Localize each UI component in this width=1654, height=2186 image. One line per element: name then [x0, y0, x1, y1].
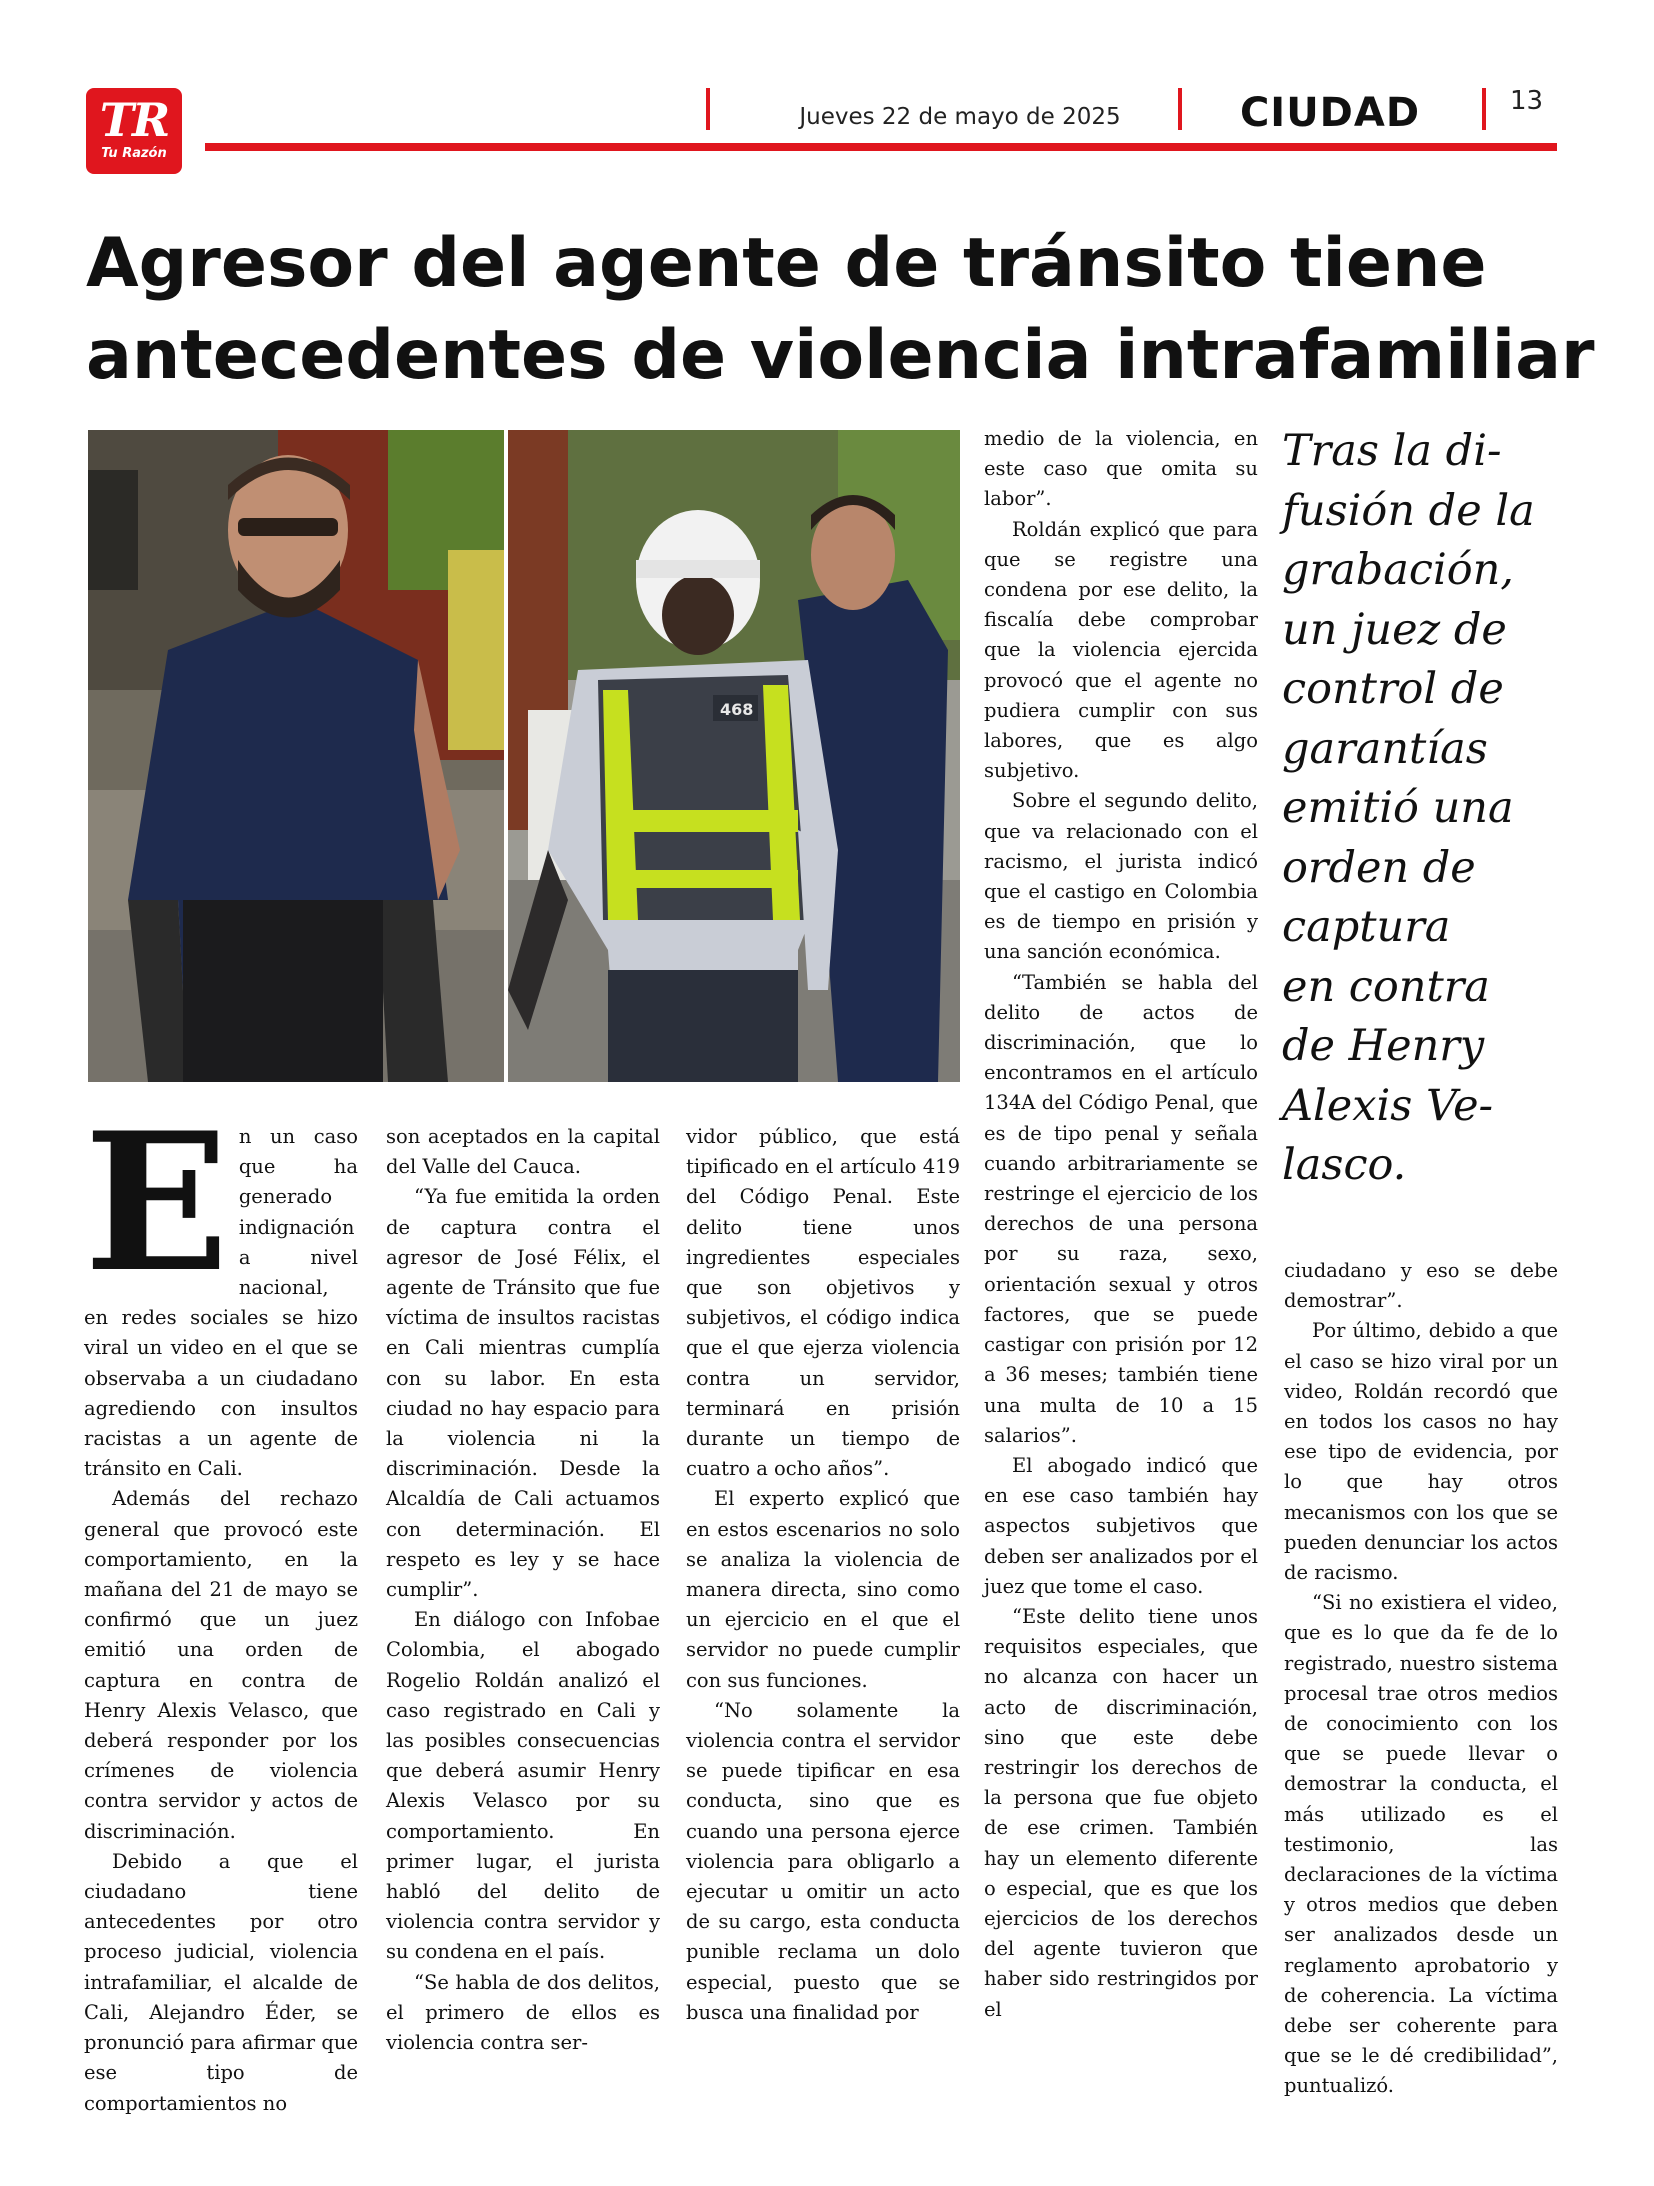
article-headline [86, 218, 1595, 402]
article-column-4 [984, 424, 1258, 2025]
article-paragraph: vidor público, que está tipificado en el artículo 419 del Código Penal. Este delito tiene unos ingredientes especiales que son objetivos y subjetivos, el código indica que el que ejerza violencia contra un servidor, terminará en prisión durante un tiempo de cuatro a ocho años”. [686, 1125, 960, 1481]
pull-quote [1282, 422, 1582, 1196]
article-column-3 [686, 1122, 960, 2028]
headline-line-1: Agresor del agente de tránsito tiene [86, 224, 1487, 303]
headline-line-2: antecedentes de violencia intrafamiliar [86, 316, 1595, 395]
article-paragraph: “Este delito tiene unos requisitos especiales, que no alcanza con hacer un acto de discriminación, sino que este debe restringir los derechos de la persona que fue objeto de ese crimen. También hay un elemento diferente o especial, que es que los ejercicios de los derechos del agente tuvieron que haber sido restringidos por el [984, 1604, 1258, 2021]
pull-quote-line: grabación, [1282, 545, 1514, 595]
pull-quote-line: orden de [1282, 842, 1476, 893]
header-divider [1178, 88, 1182, 130]
pull-quote-line: emitió una [1282, 783, 1514, 833]
page-number: 13 [1510, 86, 1544, 116]
pull-quote-line: lasco. [1282, 1140, 1407, 1190]
article-paragraph: medio de la violencia, en este caso que omita su labor”. [984, 427, 1258, 511]
lead-text: n un caso que ha generado indignación a nivel nacional, en redes sociales se hizo viral un video en el que se observaba a un ciudadano agrediendo con insultos racistas a un agente de tránsito en Cali. [84, 1125, 358, 1481]
article-paragraph: ciudadano y eso se debe demostrar”. [1284, 1259, 1558, 1313]
pull-quote-line: de Henry [1282, 1021, 1485, 1071]
article-paragraph: “Ya fue emitida la orden de captura contra el agresor de José Félix, el agente de Tránsito que fue víctima de insultos racistas en Cali mientras cumplía con su labor. En esta ciudad no hay espacio para la violencia ni la discriminación. Desde la Alcaldía de Cali actuamos con determinación. El respeto es ley y se hace cumplir”. [386, 1185, 660, 1602]
article-paragraph: “También se habla del delito de actos de discriminación, que lo encontramos en el artículo 134A del Código Penal, que es de tipo penal y señala cuando arbitrariamente se restringe el ejercicio de los derechos de una persona por su raza, sexo, orientación sexual y otros factores, que se puede castigar con prisión por 12 a 36 meses; también tiene una multa de 10 a 15 salarios”. [984, 970, 1258, 1447]
article-paragraph [84, 1091, 358, 1484]
article-paragraph: Por último, debido a que el caso se hizo viral por un video, Roldán recordó que en todos los casos no hay ese tipo de evidencia, por lo que hay otros mecanismos con los que se pueden denunciar los actos de racismo. [1284, 1319, 1558, 1585]
pull-quote-line: Tras la di- [1282, 426, 1502, 476]
svg-text:468: 468 [720, 700, 754, 719]
header-rule [205, 143, 1557, 151]
logo-mark: TR [99, 93, 169, 147]
man-in-navy-polo-photo [88, 430, 504, 1082]
article-paragraph: “Si no existiera el video, que es lo que da fe de lo registrado, nuestro sistema procesal trae otros medios de conocimiento con los que se puede llevar o demostrar la conducta, el más utilizado es el testimonio, las declaraciones de la víctima y otros medios que deben ser analizados desde un reglamento aprobatorio y de coherencia. La víctima debe ser coherente para que se le dé credibilidad”, puntualizó. [1284, 1591, 1558, 2098]
pull-quote-line: fusión de la [1282, 485, 1535, 536]
article-column-2 [386, 1122, 660, 2058]
article-paragraph: El abogado indicó que en ese caso también hay aspectos subjetivos que deben ser analizados por el juez que tome el caso. [984, 1453, 1258, 1598]
traffic-agent-photo [508, 430, 960, 1082]
article-paragraph: son aceptados en la capital del Valle del Cauca. [386, 1125, 660, 1179]
header-divider [706, 88, 710, 130]
pull-quote-line: control de [1282, 664, 1504, 714]
article-paragraph: Roldán explicó que para que se registre una condena por ese delito, la fiscalía debe comprobar que la violencia ejercida provocó que el agente no pudiera cumplir con sus labores, que es algo subjetivo. [984, 517, 1258, 783]
article-paragraph: Sobre el segundo delito, que va relacionado con el racismo, el jurista indicó que el castigo en Colombia es de tiempo en prisión y una sanción económica. [984, 789, 1258, 964]
pull-quote-line: en contra [1282, 961, 1490, 1012]
pull-quote-line: captura [1282, 902, 1451, 952]
newspaper-logo [86, 88, 182, 174]
header-divider [1482, 88, 1486, 130]
logo-subtitle: Tu Razón [101, 146, 167, 161]
article-paragraph: El experto explicó que en estos escenarios no solo se analiza la violencia de manera directa, sino como un ejercicio en el que el servidor no puede cumplir con sus funciones. [686, 1487, 960, 1692]
pull-quote-line: Alexis Ve- [1282, 1080, 1494, 1131]
article-paragraph: Además del rechazo general que provocó este comportamiento, en la mañana del 21 de mayo se confirmó que un juez emitió una orden de captura en contra de Henry Alexis Velasco, que deberá responder por los crímenes de violencia contra servidor y actos de discriminación. [84, 1487, 358, 1843]
issue-date: Jueves 22 de mayo de 2025 [799, 104, 1121, 130]
article-paragraph: Debido a que el ciudadano tiene antecedentes por otro proceso judicial, violencia intrafamiliar, el alcalde de Cali, Alejandro Éder, se pronunció para afirmar que ese tipo de comportamientos no [84, 1849, 358, 2115]
section-name: CIUDAD [1239, 90, 1421, 136]
drop-cap: E [84, 1091, 229, 1314]
pull-quote-line: un juez de [1282, 604, 1507, 655]
article-paragraph: En diálogo con Infobae Colombia, el abogado Rogelio Roldán analizó el caso registrado en Cali y las posibles consecuencias que deberá asumir Henry Alexis Velasco por su comportamiento. En primer lugar, el jurista habló del delito de violencia contra servidor y su condena en el país. [386, 1608, 660, 1964]
pull-quote-line: garantías [1282, 723, 1488, 774]
article-paragraph: “No solamente la violencia contra el servidor se puede tipificar en esa conducta, sino que es cuando una persona ejerce violencia para obligarlo a ejecutar u omitir un acto de su cargo, esta conducta punible reclama un dolo especial, puesto que se busca una finalidad por [686, 1698, 960, 2024]
article-column-5 [1284, 1256, 1558, 2102]
article-paragraph: “Se habla de dos delitos, el primero de ellos es violencia contra ser- [386, 1970, 660, 2055]
article-column-1 [84, 1091, 358, 2119]
